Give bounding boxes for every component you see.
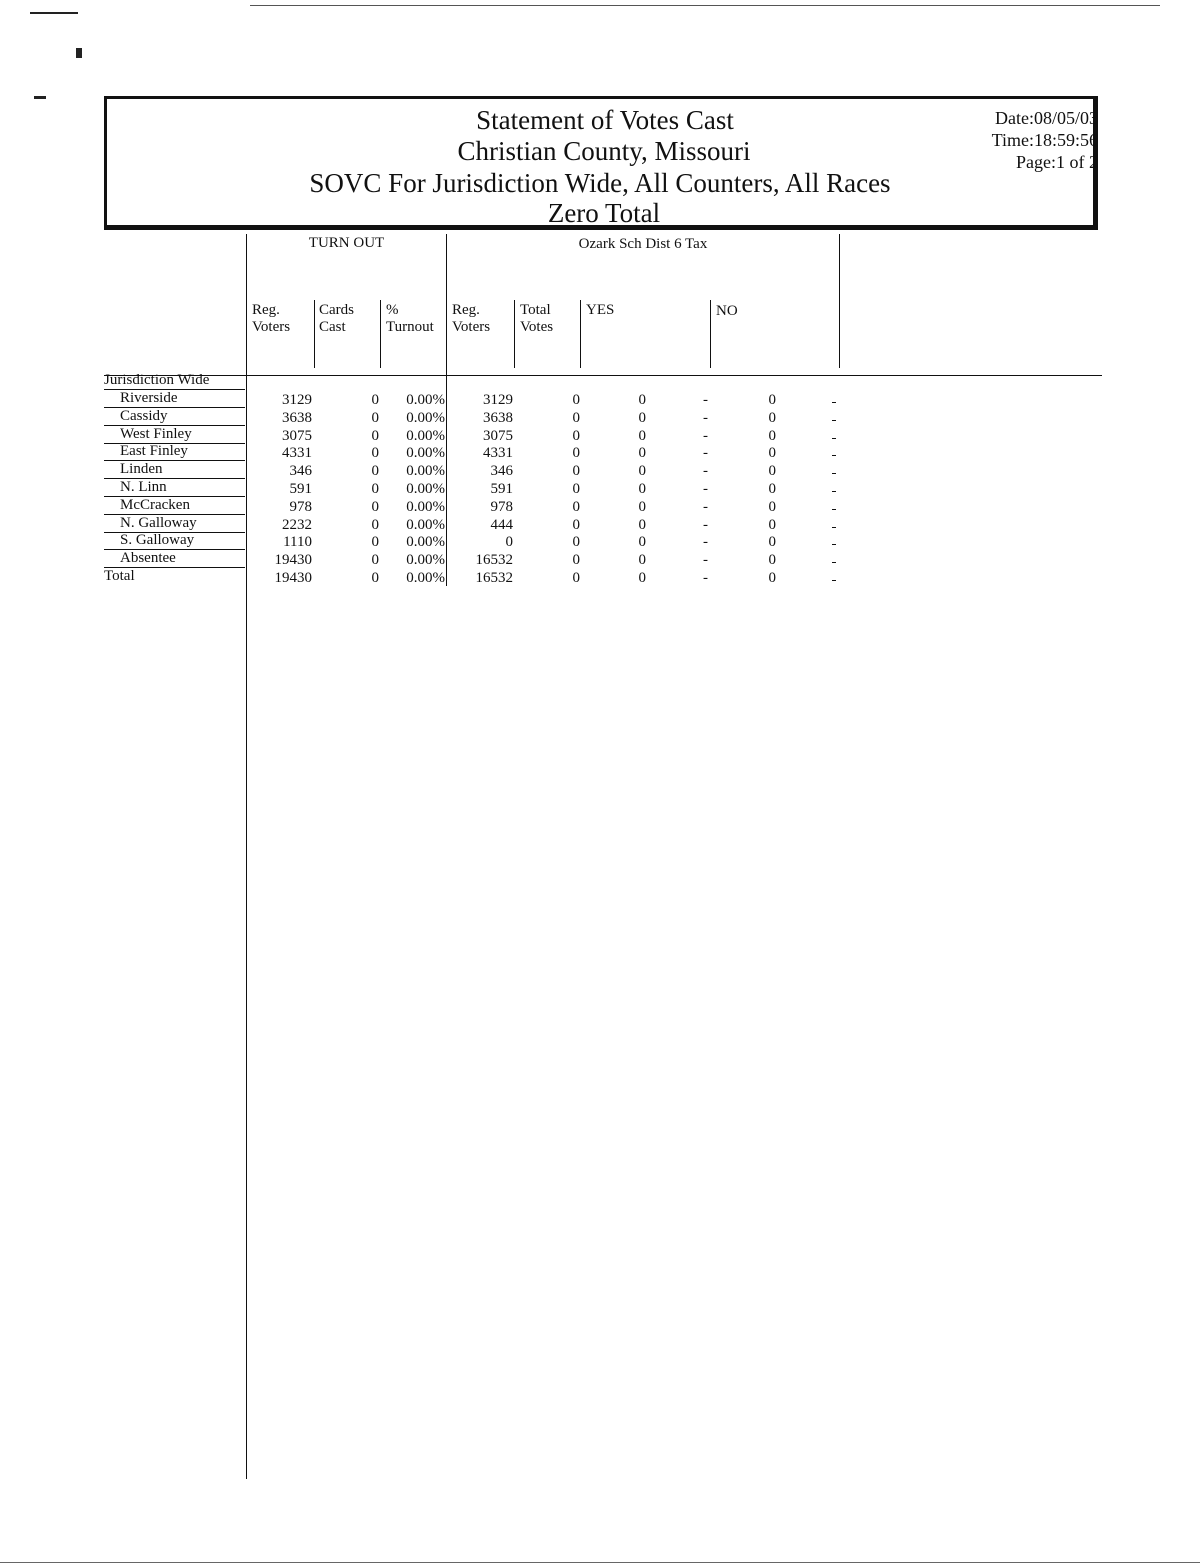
row-end-tick [832,491,836,492]
pct-turnout-cell: 0.00% [406,409,445,426]
race-reg-voters-cell: 978 [490,498,513,515]
dash-cell: - [703,552,708,569]
column-rule [710,300,711,368]
reg-voters-cell: 3638 [282,409,312,426]
row-end-tick [832,544,836,545]
no-votes-cell: 0 [768,516,776,533]
table-row [0,408,1200,426]
dash-cell: - [703,392,708,408]
reg-voters-cell: 346 [289,463,312,480]
col-race-reg-voters: Reg. Voters [452,302,491,335]
reg-voters-cell: 19430 [274,552,312,569]
table-row [0,479,1200,497]
row-end-tick [832,438,836,439]
row-end-tick [832,562,836,563]
dash-cell: - [703,498,708,515]
reg-voters-cell: 1110 [283,534,312,551]
pct-turnout-cell: 0.00% [406,570,445,586]
column-rule [514,300,515,368]
yes-votes-cell: 0 [638,534,646,551]
total-votes-cell: 0 [572,534,580,551]
row-label: N. Galloway [104,515,245,533]
cards-cast-cell: 0 [371,516,379,533]
race-reg-voters-cell: 444 [490,516,513,533]
row-end-tick [832,455,836,456]
section-label: Jurisdiction Wide [104,372,245,390]
report-subtitle: SOVC For Jurisdiction Wide, All Counters, All Races [309,168,891,198]
cards-cast-cell: 0 [371,409,379,426]
total-votes-cell: 0 [572,498,580,515]
row-label: West Finley [104,426,245,444]
scan-artifact [34,96,46,99]
row-label: Riverside [104,390,245,408]
dash-cell: - [703,445,708,462]
table-row [0,390,1200,408]
no-votes-cell: 0 [768,498,776,515]
race-reg-voters-cell: 3129 [483,392,513,408]
row-label: Linden [104,461,245,479]
yes-votes-cell: 0 [638,570,646,586]
reg-voters-cell: 3075 [282,427,312,444]
reg-voters-cell: 3129 [282,392,312,408]
yes-votes-cell: 0 [638,552,646,569]
pct-turnout-cell: 0.00% [406,427,445,444]
race-reg-voters-cell: 0 [505,534,513,551]
row-label: N. Linn [104,479,245,497]
cards-cast-cell: 0 [371,481,379,497]
row-end-tick [832,527,836,528]
scan-artifact [250,5,1160,6]
header-rule [104,375,1102,376]
no-votes-cell: 0 [768,445,776,462]
yes-votes-cell: 0 [638,516,646,533]
row-label: Cassidy [104,408,245,426]
row-end-tick [832,420,836,421]
no-votes-cell: 0 [768,552,776,569]
reg-voters-cell: 19430 [274,570,312,586]
cards-cast-cell: 0 [371,427,379,444]
no-votes-cell: 0 [768,427,776,444]
total-votes-cell: 0 [572,392,580,408]
pct-turnout-cell: 0.00% [406,516,445,533]
report-page: Page:1 of 2 [1016,152,1098,172]
dash-cell: - [703,427,708,444]
total-row [0,568,1200,586]
total-votes-cell: 0 [572,463,580,480]
table-row [0,426,1200,444]
table-row [0,443,1200,461]
pct-turnout-cell: 0.00% [406,392,445,408]
col-cards-cast: Cards Cast [319,302,354,335]
table-row [0,515,1200,533]
scan-artifact [76,48,82,58]
report-time: Time:18:59:56 [991,130,1098,150]
row-label: East Finley [104,443,245,461]
race-reg-voters-cell: 346 [490,463,513,480]
dash-cell: - [703,481,708,497]
col-total-votes: Total Votes [520,302,554,335]
table-row [0,497,1200,515]
yes-votes-cell: 0 [638,498,646,515]
row-end-tick [832,473,836,474]
row-label: S. Galloway [104,532,245,550]
column-rule [580,300,581,368]
no-votes-cell: 0 [768,481,776,497]
cards-cast-cell: 0 [371,570,379,586]
race-group-title: Ozark Sch Dist 6 Tax [578,236,708,252]
dash-cell: - [703,463,708,480]
race-reg-voters-cell: 16532 [475,552,513,569]
report-total-label: Zero Total [547,198,661,228]
row-label: Total [104,568,135,584]
cards-cast-cell: 0 [371,552,379,569]
report-date: Date:08/05/03 [995,108,1098,128]
report-title: Statement of Votes Cast [476,105,734,135]
pct-turnout-cell: 0.00% [406,463,445,480]
yes-votes-cell: 0 [638,463,646,480]
column-rule [839,234,840,368]
row-label: Absentee [104,550,245,568]
col-yes: YES [586,302,615,318]
total-votes-cell: 0 [572,570,580,586]
col-pct-turnout: % Turnout [386,302,434,335]
total-votes-cell: 0 [572,427,580,444]
yes-votes-cell: 0 [638,481,646,497]
cards-cast-cell: 0 [371,392,379,408]
row-end-tick [832,402,836,403]
table-row [0,532,1200,550]
reg-voters-cell: 591 [289,481,312,497]
col-no: NO [716,303,738,319]
pct-turnout-cell: 0.00% [406,445,445,462]
scan-artifact [0,1562,1200,1563]
total-votes-cell: 0 [572,409,580,426]
pct-turnout-cell: 0.00% [406,534,445,551]
race-reg-voters-cell: 591 [490,481,513,497]
dash-cell: - [703,409,708,426]
cards-cast-cell: 0 [371,463,379,480]
turnout-group-title: TURN OUT [308,235,385,251]
cards-cast-cell: 0 [371,534,379,551]
pct-turnout-cell: 0.00% [406,498,445,515]
col-reg-voters: Reg. Voters [252,302,291,335]
dash-cell: - [703,516,708,533]
no-votes-cell: 0 [768,392,776,408]
row-label: McCracken [104,497,245,515]
cards-cast-cell: 0 [371,445,379,462]
column-rule [380,300,381,368]
yes-votes-cell: 0 [638,409,646,426]
total-votes-cell: 0 [572,481,580,497]
race-reg-voters-cell: 4331 [483,445,513,462]
yes-votes-cell: 0 [638,445,646,462]
table-row [0,550,1200,568]
yes-votes-cell: 0 [638,427,646,444]
no-votes-cell: 0 [768,463,776,480]
pct-turnout-cell: 0.00% [406,481,445,497]
total-votes-cell: 0 [572,516,580,533]
cards-cast-cell: 0 [371,498,379,515]
yes-votes-cell: 0 [638,392,646,408]
row-end-tick [832,580,836,581]
column-rule [314,300,315,368]
no-votes-cell: 0 [768,409,776,426]
reg-voters-cell: 4331 [282,445,312,462]
race-reg-voters-cell: 3638 [483,409,513,426]
dash-cell: - [703,570,708,586]
pct-turnout-cell: 0.00% [406,552,445,569]
total-votes-cell: 0 [572,552,580,569]
reg-voters-cell: 978 [289,498,312,515]
table-row [0,461,1200,479]
no-votes-cell: 0 [768,570,776,586]
report-county: Christian County, Missouri [457,136,751,166]
race-reg-voters-cell: 16532 [475,570,513,586]
total-votes-cell: 0 [572,445,580,462]
race-reg-voters-cell: 3075 [483,427,513,444]
dash-cell: - [703,534,708,551]
scan-artifact [30,12,78,14]
reg-voters-cell: 2232 [282,516,312,533]
no-votes-cell: 0 [768,534,776,551]
row-end-tick [832,509,836,510]
